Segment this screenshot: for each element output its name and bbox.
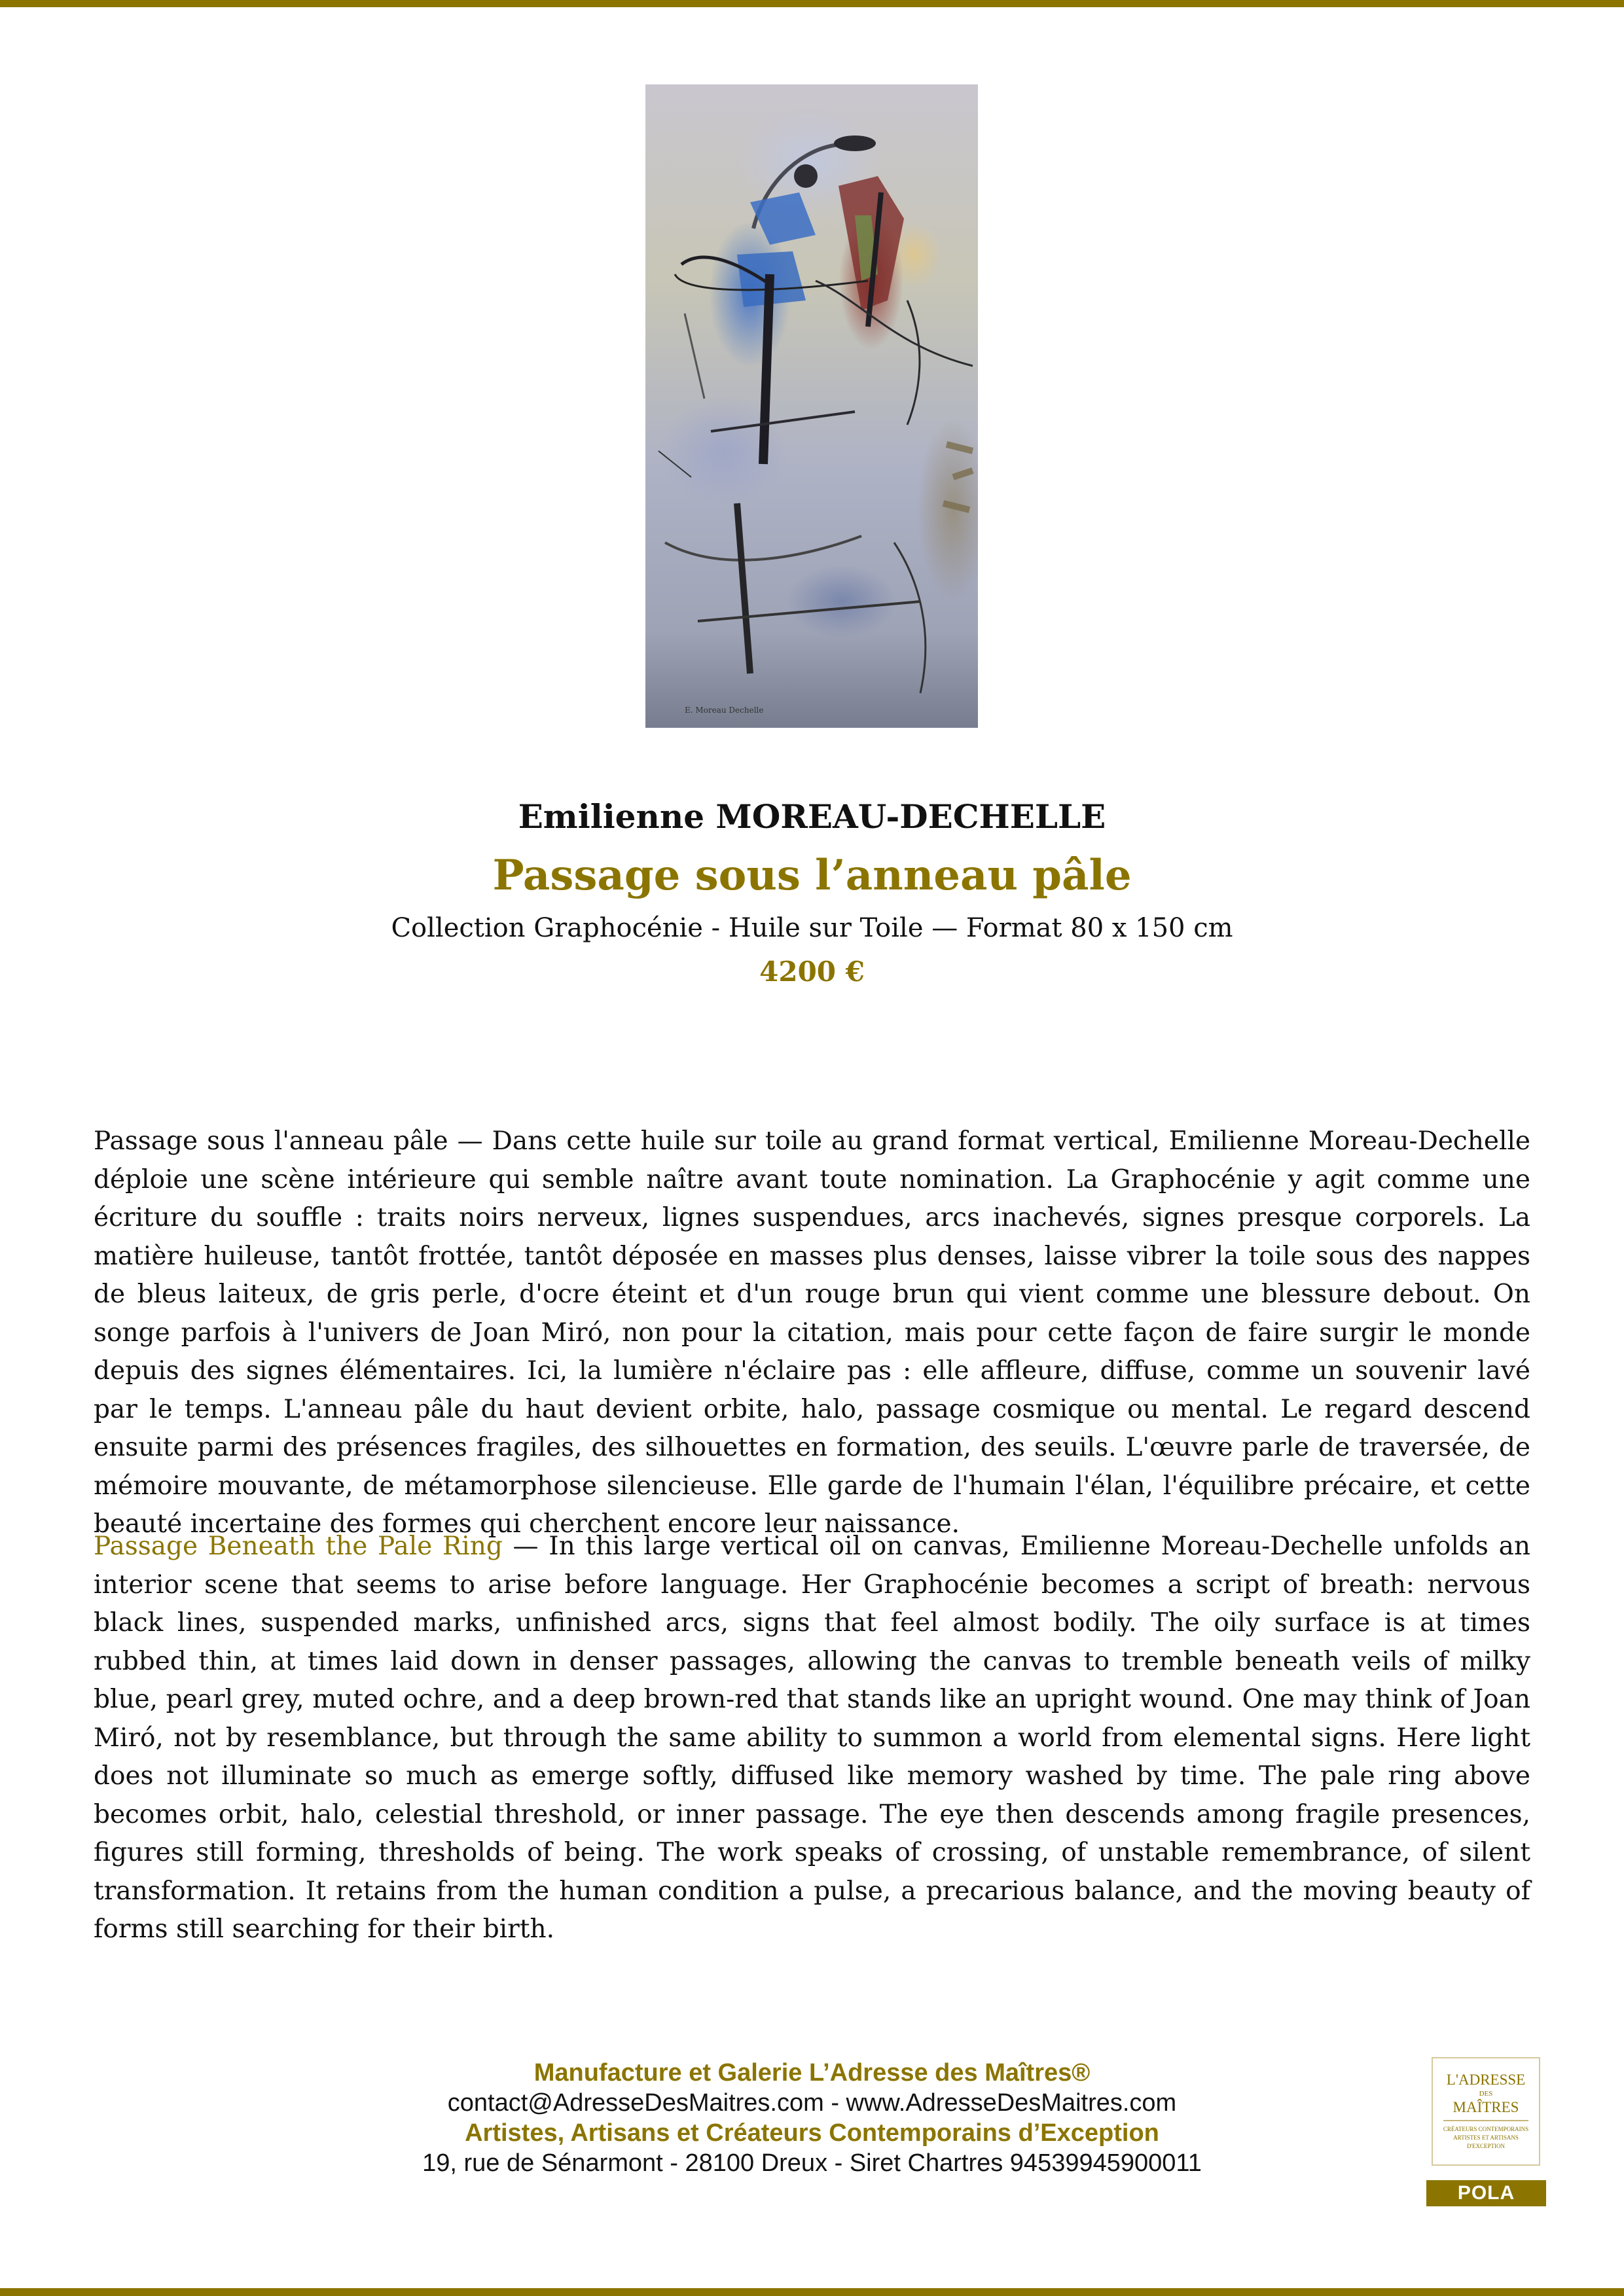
english-description-text: — In this large vertical oil on canvas, Emilienne Moreau-Dechelle unfolds an interior scene that seems to arise before language. Her Graphocénie becomes a script of breath: nervous black lines, suspended marks, unfinished arcs, signs that feel almost bodily. The oily surface is at times rubbed thin, at times laid down in denser passages, allowing the canvas to tremble beneath veils of milky blue, pearl grey, muted ochre, and a deep brown-red that stands like an upright wound. One may think of Joan Miró, not by resemblance, but through the same ability to summon a world from elemental signs. Here light does not illuminate so much as emerge softly, diffused like memory washed by time. The pale ring above becomes orbit, halo, celestial threshold, or inner passage. The eye then descends among fragile presences, figures still forming, thresholds of being. The work speaks of crossing, of unstable remembrance, of silent transformation. It retains from the human condition a pulse, a precarious balance, and the moving beauty of forms still searching for their birth. <box>94 1532 1530 1944</box>
english-title-highlight: Passage Beneath the Pale Ring <box>94 1532 503 1561</box>
artist-name: Emilienne MOREAU-DECHELLE <box>518 797 1106 836</box>
artwork-title: Passage sous l’anneau pâle <box>492 851 1132 900</box>
description-english <box>94 1528 1530 1949</box>
gallery-tagline: Artistes, Artisans et Créateurs Contemporains d’Exception <box>465 2119 1159 2147</box>
logo-line-2: DES <box>1479 2090 1493 2098</box>
logo-divider <box>1443 2120 1528 2121</box>
gallery-logo <box>1432 2057 1540 2166</box>
gallery-contact[interactable]: contact@AdresseDesMaitres.com - www.AdresseDesMaitres.com <box>447 2089 1177 2117</box>
logo-sub-3: D'EXCEPTION <box>1466 2143 1506 2149</box>
artwork-image <box>645 84 978 728</box>
artwork-details: Collection Graphocénie - Huile sur Toile — Format 80 x 150 cm <box>391 913 1233 943</box>
gallery-address: 19, rue de Sénarmont - 28100 Dreux - Siret Chartres 94539945900011 <box>422 2149 1202 2177</box>
artwork-price: 4200 € <box>759 956 865 988</box>
description-french: Passage sous l'anneau pâle — Dans cette huile sur toile au grand format vertical, Emilienne Moreau-Dechelle déploie une scène intérieure qui semble naître avant toute nomination. La Graphocénie y agit comme une écriture du souffle : traits noirs nerveux, lignes suspendues, arcs inachevés, signes presque corporels. La matière huileuse, tantôt frottée, tantôt déposée en masses plus denses, laisse vibrer la toile sous des nappes de bleus laiteux, de gris perle, d'ocre éteint et d'un rouge brun qui vient comme une blessure debout. On songe parfois à l'univers de Joan Miró, non pour la citation, mais pour cette façon de faire surgir le monde depuis des signes élémentaires. Ici, la lumière n'éclaire pas : elle affleure, diffuse, comme un souvenir lavé par le temps. L'anneau pâle du haut devient orbite, halo, passage cosmique ou mental. Le regard descend ensuite parmi des présences fragiles, des silhouettes en formation, des seuils. L'œuvre parle de traversée, de mémoire mouvante, de métamorphose silencieuse. Elle garde de l'humain l'élan, l'équilibre précaire, et cette beauté incertaine des formes qui cherchent encore leur naissance. <box>94 1126 1530 1539</box>
gallery-footer <box>0 2058 1624 2178</box>
logo-line-3: MAÎTRES <box>1453 2099 1519 2115</box>
bottom-border-bar <box>0 2288 1624 2296</box>
reference-badge: POLA <box>1426 2180 1546 2206</box>
top-border-bar <box>0 0 1624 7</box>
svg-text:E. Moreau Dechelle: E. Moreau Dechelle <box>685 706 764 715</box>
painting-gestures <box>645 84 978 728</box>
logo-sub-1: CRÉATEURS CONTEMPORAINS <box>1443 2126 1529 2132</box>
logo-sub-2: ARTISTES ET ARTISANS <box>1453 2134 1519 2141</box>
gallery-name: Manufacture et Galerie L’Adresse des Maîtres® <box>533 2059 1091 2087</box>
logo-line-1: L'ADRESSE <box>1446 2072 1526 2088</box>
